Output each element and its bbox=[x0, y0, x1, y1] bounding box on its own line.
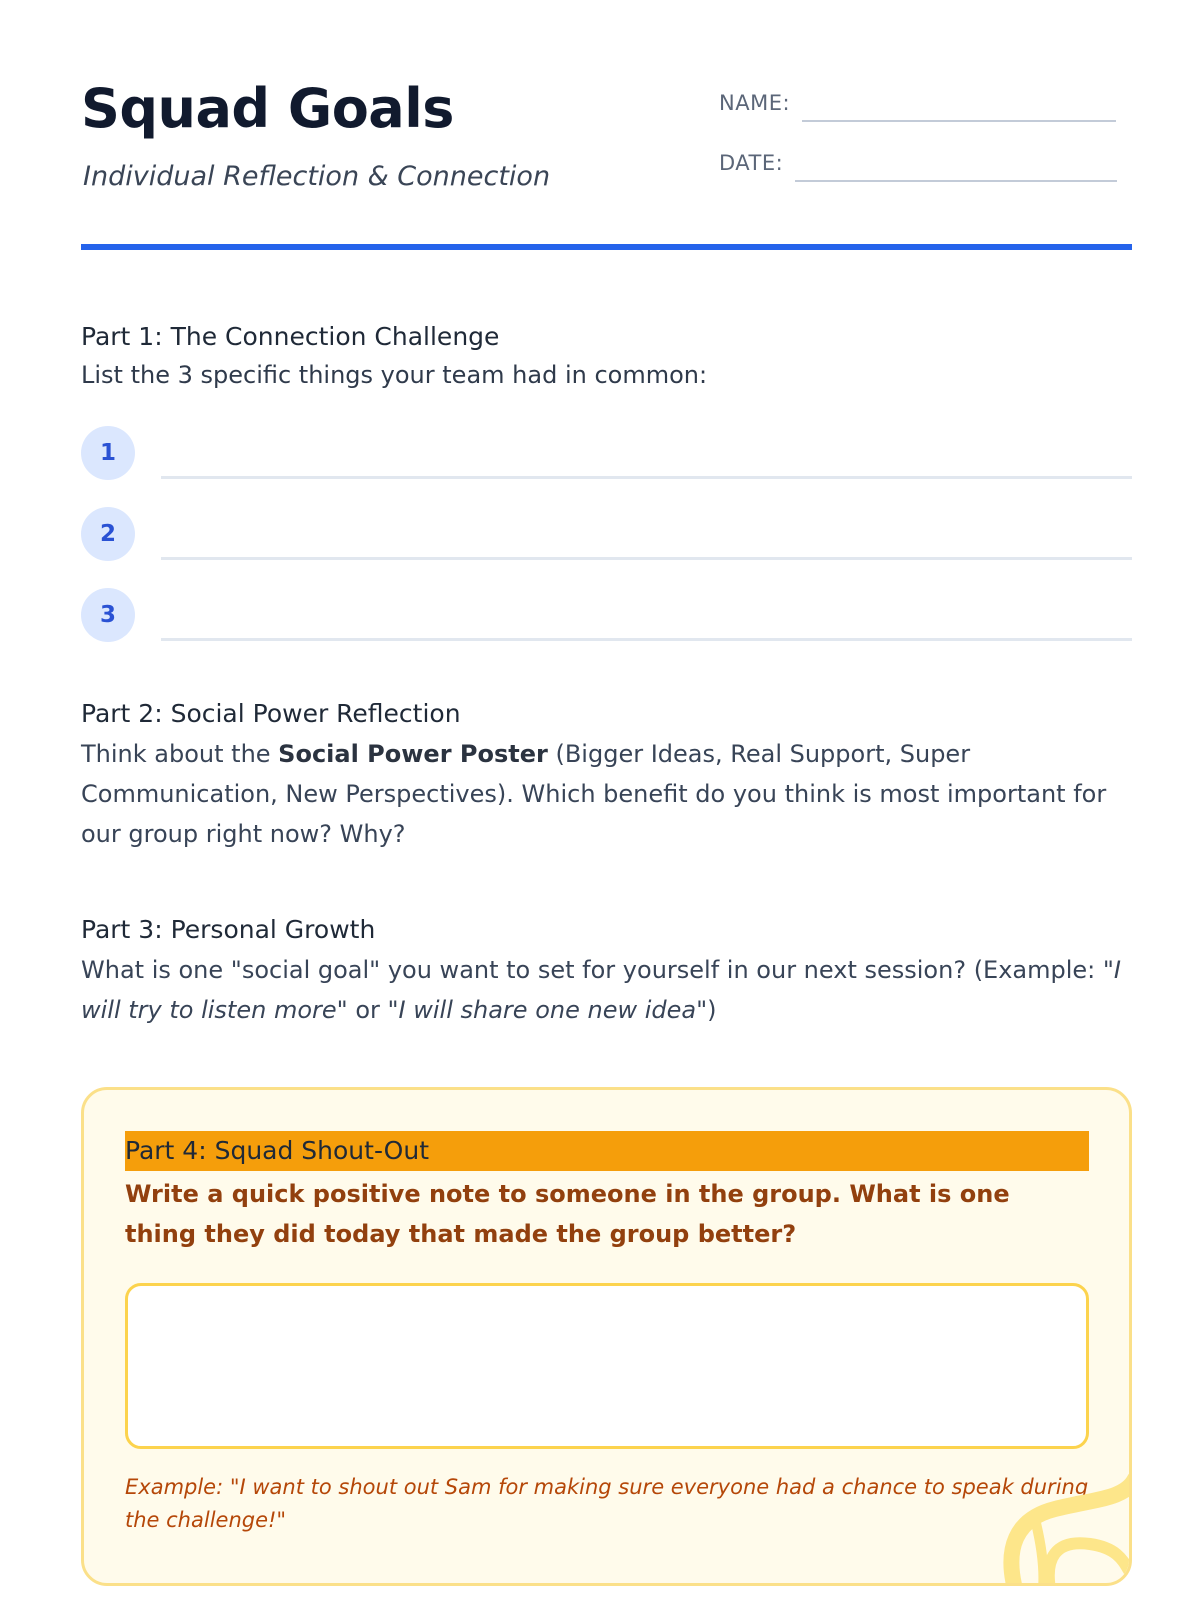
part1-heading: Part 1: The Connection Challenge bbox=[81, 322, 500, 351]
name-label: NAME: bbox=[719, 91, 791, 115]
part2-heading: Part 2: Social Power Reflection bbox=[81, 699, 461, 728]
answer-line-2[interactable] bbox=[161, 557, 1132, 560]
answer-row-3 bbox=[81, 588, 1132, 642]
answer-line-1[interactable] bbox=[161, 476, 1132, 479]
answer-row-1 bbox=[81, 426, 1132, 480]
number-badge-3: 3 bbox=[81, 588, 135, 642]
page-subtitle: Individual Reflection & Connection bbox=[83, 161, 551, 192]
part3-prompt-end: ) bbox=[707, 996, 717, 1024]
part2-prompt-start: Think about the bbox=[81, 740, 279, 768]
part3-prompt-start: What is one "social goal" you want to set for yourself in our next session? (Example: bbox=[81, 956, 1103, 984]
part4-example: Example: "I want to shout out Sam for making sure everyone had a chance to speak during the challenge!" bbox=[125, 1475, 1089, 1532]
part3-section bbox=[81, 917, 1132, 1030]
part2-section bbox=[81, 701, 1132, 854]
part1-section bbox=[81, 324, 1132, 387]
name-input-line[interactable] bbox=[802, 88, 1116, 122]
part2-prompt-bold: Social Power Poster bbox=[278, 740, 548, 768]
shout-out-card bbox=[81, 1087, 1132, 1586]
name-field bbox=[719, 88, 1116, 122]
page-title: Squad Goals bbox=[81, 77, 454, 140]
decorative-swirl-icon bbox=[995, 1459, 1132, 1586]
part3-example-1: "I will try to listen more" bbox=[81, 956, 1122, 1024]
part4-heading: Part 4: Squad Shout-Out bbox=[125, 1131, 1089, 1171]
part4-prompt: Write a quick positive note to someone in the group. What is one thing they did today that made the group better? bbox=[125, 1180, 1010, 1248]
date-label: DATE: bbox=[719, 151, 784, 175]
worksheet-page bbox=[81, 0, 1132, 1600]
answer-row-2 bbox=[81, 507, 1132, 561]
part1-prompt: List the 3 specific things your team had in common: bbox=[81, 361, 708, 389]
number-badge-2: 2 bbox=[81, 507, 135, 561]
worksheet-header bbox=[81, 0, 1132, 252]
part3-prompt-middle: or bbox=[347, 996, 388, 1024]
number-badge-1: 1 bbox=[81, 426, 135, 480]
shout-out-answer-box[interactable] bbox=[125, 1283, 1089, 1449]
part3-example-2: "I will share one new idea" bbox=[387, 996, 708, 1024]
part3-heading: Part 3: Personal Growth bbox=[81, 915, 376, 944]
date-input-line[interactable] bbox=[795, 148, 1117, 182]
answer-line-3[interactable] bbox=[161, 638, 1132, 641]
part2-prompt-end: (Bigger Ideas, Real Support, Super Communication, New Perspectives). Which benefit do you think is most important for our group right now? Why? bbox=[81, 740, 1107, 848]
part2-prompt bbox=[81, 734, 1132, 854]
date-field bbox=[719, 148, 1117, 182]
header-divider bbox=[81, 244, 1132, 250]
part3-prompt bbox=[81, 950, 1132, 1030]
